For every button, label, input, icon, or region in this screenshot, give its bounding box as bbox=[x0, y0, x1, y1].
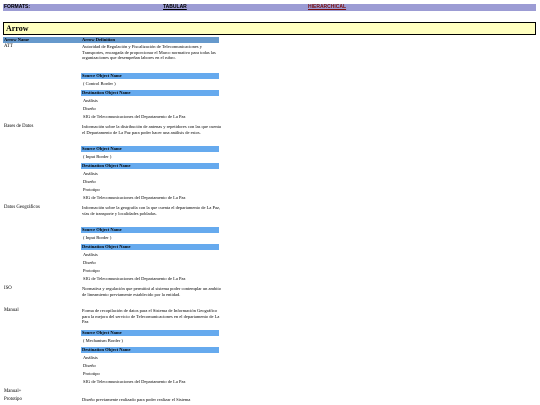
formats-bar bbox=[3, 4, 536, 11]
arrow-definition-datos-geograficos: Información sobre la geografía con la que cuenta el departamento de La Paz, vías de transporte y localidades pobladas. bbox=[82, 205, 221, 216]
arrow-name-bases-de-datos: Bases de Datos bbox=[4, 124, 34, 129]
destination-object: SIG de Telecomunicaciones del Departamento de La Paz bbox=[83, 379, 186, 384]
page-title-box bbox=[3, 22, 536, 35]
destination-object: SIG de Telecomunicaciones del Departamento de La Paz bbox=[83, 195, 186, 200]
destination-header-bases: Destination Object Name bbox=[81, 163, 219, 169]
arrow-definition-bases-de-datos: Información sobre la distribución de antenas y repetidores con las que cuenta el Departamento de La Paz para poder hacer una análisis de estos. bbox=[82, 124, 221, 135]
source-object-datos: ( Input Border ) bbox=[83, 235, 112, 240]
destination-object: Diseño bbox=[83, 363, 96, 368]
destination-object: Análisis bbox=[83, 252, 98, 257]
arrow-name-manual-plus: Manual+ bbox=[4, 389, 22, 394]
arrow-name-datos-geograficos: Datos Geográficos bbox=[4, 205, 40, 210]
source-object-manual: ( Mechanism Border ) bbox=[83, 338, 123, 343]
destination-object: Prototipo bbox=[83, 268, 100, 273]
source-object-bases: ( Input Border ) bbox=[83, 154, 112, 159]
destination-header-att: Destination Object Name bbox=[81, 90, 219, 96]
destination-object: Diseño bbox=[83, 179, 96, 184]
arrow-definition-iso: Normativa y regulación que permitirá al sistema poder contemplar un ambito de lineamiento previamente establecido por la entidad. bbox=[82, 286, 221, 297]
destination-object: Prototipo bbox=[83, 371, 100, 376]
arrow-definition-att: Autoridad de Regulación y Fiscalización de Telecomunicaciones y Transportes, encargada de proporcionar el Marco normativo para todas las organizaciones que desempeñan labores en el rubro. bbox=[82, 44, 216, 61]
arrow-definition-header: Arrow Definition bbox=[81, 37, 219, 43]
destination-object: Análisis bbox=[83, 171, 98, 176]
arrow-name-iso: ISO bbox=[4, 286, 12, 291]
arrow-name-att: ATT bbox=[4, 44, 13, 49]
arrow-name-header: Arrow Name bbox=[3, 37, 81, 43]
source-header-bases: Source Object Name bbox=[81, 146, 219, 152]
source-object-att: ( Control Border ) bbox=[83, 81, 116, 86]
destination-object: SIG de Telecomunicaciones del Departamento de La Paz bbox=[83, 114, 186, 119]
formats-label: FORMATS: bbox=[4, 4, 31, 10]
destination-object: Prototipo bbox=[83, 187, 100, 192]
source-header-manual: Source Object Name bbox=[81, 330, 219, 336]
source-header-datos: Source Object Name bbox=[81, 227, 219, 233]
arrow-name-prototipo: Prototipo bbox=[4, 397, 22, 402]
destination-object: Análisis bbox=[83, 355, 98, 360]
arrow-definition-prototipo: Diseño previamente realizado para poder realizar el Sistema bbox=[82, 397, 191, 402]
destination-object: Análisis bbox=[83, 98, 98, 103]
source-header-att: Source Object Name bbox=[81, 73, 219, 79]
destination-object: SIG de Telecomunicaciones del Departamento de La Paz bbox=[83, 276, 186, 281]
destination-object: Diseño bbox=[83, 106, 96, 111]
destination-object: Diseño bbox=[83, 260, 96, 265]
hierarchical-link[interactable]: HIERARCHICAL bbox=[308, 4, 347, 10]
destination-header-manual: Destination Object Name bbox=[81, 347, 219, 353]
arrow-name-manual: Manual bbox=[4, 308, 19, 313]
arrow-definition-manual: Forma de recopilación de datos para el Sistema de Información Geográfico para la mejora del servicio de Telecomunicaciones en el departamento de La Paz bbox=[82, 308, 220, 325]
destination-header-datos: Destination Object Name bbox=[81, 244, 219, 250]
page-title: Arrow bbox=[6, 24, 29, 33]
tabular-link[interactable]: TABULAR bbox=[163, 4, 187, 10]
